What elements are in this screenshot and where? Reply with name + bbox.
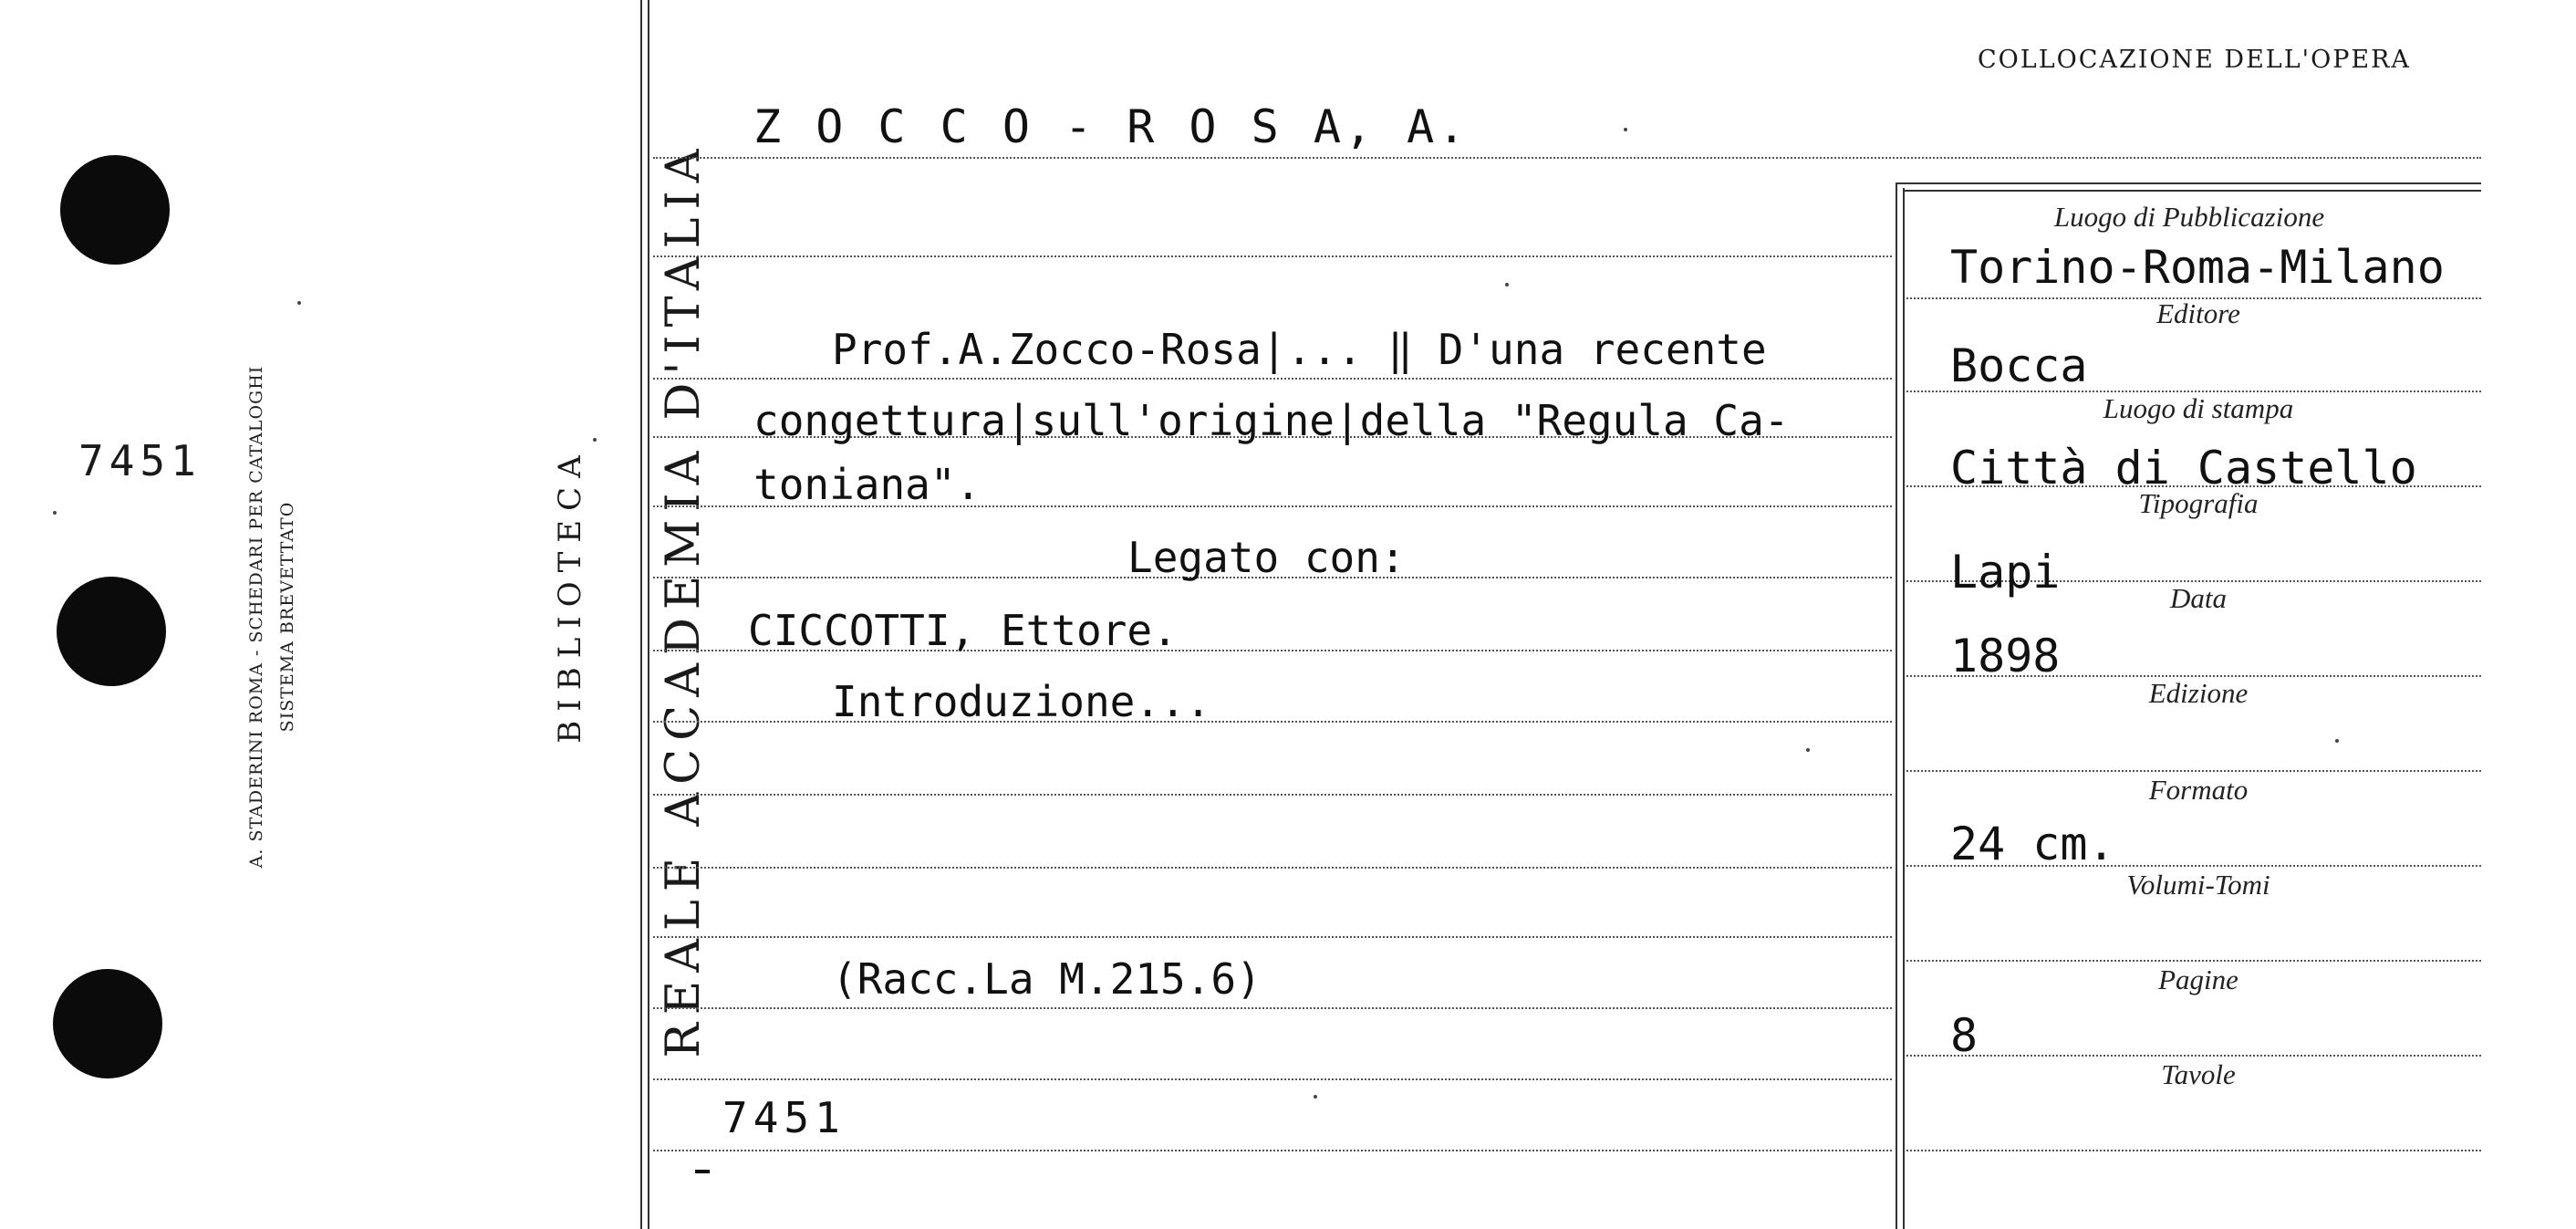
value-data: 1898 — [1950, 630, 2061, 682]
value-luogo-pubblicazione: Torino-Roma-Milano — [1950, 241, 2445, 294]
author-heading: Z O C C O - R O S A, A. — [753, 100, 1470, 153]
rule — [653, 1078, 1892, 1080]
label-luogo-stampa: Luogo di stampa — [2103, 392, 2294, 424]
rule — [653, 378, 1892, 380]
rule — [653, 1150, 1892, 1151]
institution-title: REALE ACCADEMIA D'ITALIA — [657, 141, 711, 1058]
rule — [1906, 1150, 2481, 1151]
library-label: BIBLIOTECA — [552, 446, 588, 744]
punch-hole-middle — [57, 577, 166, 686]
rule — [653, 794, 1892, 796]
scan-speck — [593, 438, 597, 442]
main-left-border-inner — [648, 0, 649, 1229]
scan-speck — [1806, 748, 1810, 752]
rule — [1906, 960, 2481, 962]
title-line-2: congettura|sull'origine|della "Regula Ca- — [753, 396, 1790, 445]
value-tipografia: Lapi — [1950, 546, 2061, 599]
label-editore: Editore — [2156, 297, 2240, 329]
title-line-1: Prof.A.Zocco-Rosa|... ‖ D'una recente — [832, 325, 1767, 374]
rule — [1906, 1055, 2481, 1057]
label-luogo-pubblicazione: Luogo di Pubblicazione — [2053, 201, 2325, 233]
rule — [653, 936, 1892, 938]
rule — [653, 255, 1892, 257]
shelfmark: (Racc.La M.215.6) — [832, 954, 1262, 1004]
bound-author: CICCOTTI, Ettore. — [748, 606, 1178, 655]
dash-mark — [695, 1170, 710, 1173]
label-edizione: Edizione — [2148, 677, 2249, 709]
details-panel-border-inner — [1903, 188, 1905, 1229]
rule — [653, 157, 2481, 159]
label-volumi-tomi: Volumi-Tomi — [2126, 869, 2270, 901]
label-tavole: Tavole — [2161, 1058, 2236, 1090]
scan-speck — [2335, 739, 2339, 743]
label-formato: Formato — [2148, 774, 2249, 806]
collocazione-header: COLLOCAZIONE DELL'OPERA — [1978, 46, 2411, 74]
label-tipografia: Tipografia — [2138, 487, 2259, 519]
value-formato: 24 cm. — [1950, 818, 2115, 870]
label-data: Data — [2170, 582, 2227, 614]
title-line-3: toniana". — [753, 460, 982, 509]
punch-hole-bottom — [53, 969, 162, 1078]
scan-speck — [1505, 283, 1509, 286]
bound-with-label: Legato con: — [1127, 533, 1406, 582]
scan-speck — [53, 511, 57, 515]
printer-imprint — [241, 270, 314, 963]
punch-hole-top — [60, 155, 170, 265]
value-editore: Bocca — [1950, 339, 2088, 392]
label-pagine: Pagine — [2158, 963, 2238, 995]
rule — [653, 867, 1892, 869]
value-luogo-stampa: Città di Castello — [1950, 442, 2417, 495]
scan-speck — [297, 301, 301, 305]
main-left-border — [640, 0, 642, 1229]
printer-imprint-line2: SISTEMA BREVETTATO — [277, 501, 297, 733]
bound-title: Introduzione... — [832, 677, 1211, 726]
bottom-catalog-number: 7451 — [722, 1093, 846, 1142]
details-panel-top-inner — [1903, 190, 2481, 192]
left-catalog-number: 7451 — [78, 436, 202, 485]
rule — [1906, 770, 2481, 772]
details-panel-border — [1896, 182, 1897, 1229]
scan-speck — [1314, 1095, 1317, 1099]
details-panel-top — [1897, 182, 2481, 184]
rule — [653, 1007, 1892, 1009]
printer-imprint-line1: A. STADERINI ROMA - SCHEDARI PER CATALOGHI — [246, 365, 266, 869]
scan-speck — [1624, 128, 1627, 131]
value-pagine: 8 — [1950, 1009, 1979, 1062]
